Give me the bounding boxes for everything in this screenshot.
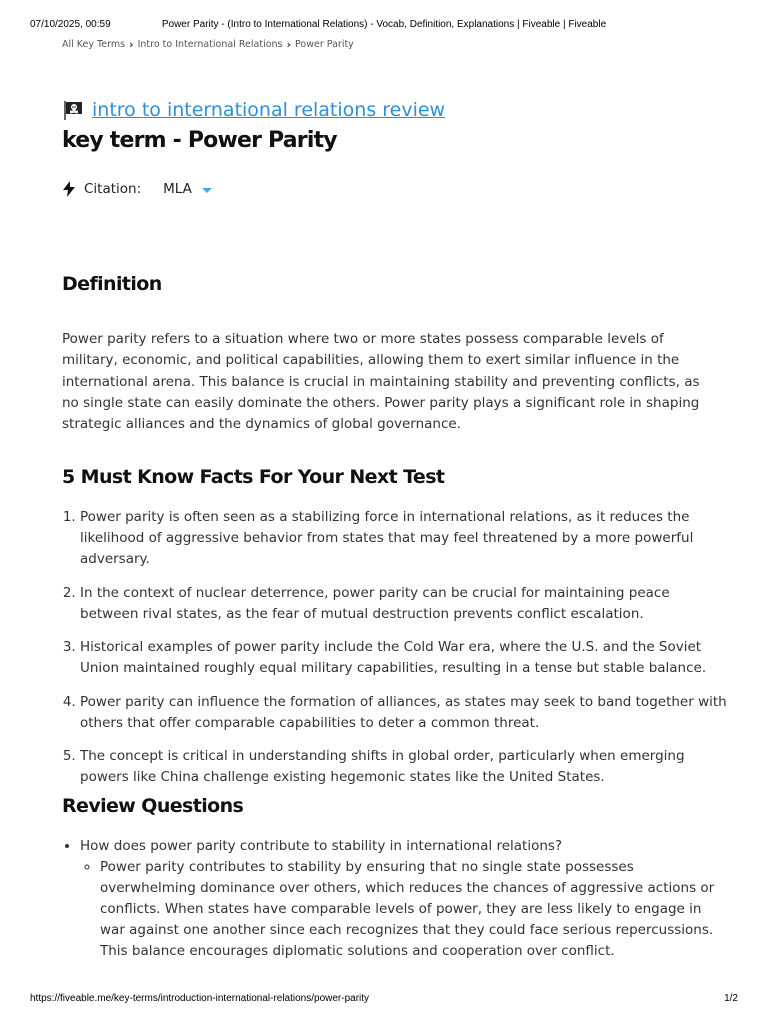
- breadcrumb-current[interactable]: Power Parity: [295, 39, 354, 50]
- answer-list: [80, 857, 728, 962]
- review-question: How does power parity contribute to stability in international relations?: [80, 838, 563, 854]
- breadcrumb-subject[interactable]: Intro to International Relations: [137, 39, 283, 50]
- breadcrumb: [62, 38, 354, 51]
- subject-review-link[interactable]: intro to international relations review: [92, 99, 446, 121]
- print-title: Power Parity - (Intro to International Relations) - Vocab, Definition, Explanations | Fiveable | Fiveable: [161, 19, 607, 30]
- print-date: 07/10/2025, 00:59: [30, 19, 111, 30]
- list-item: 2. In the context of nuclear deterrence, power parity can be crucial for maintaining peace between rival states, as the fear of mutual destruction prevents conflict escalation.: [80, 583, 728, 625]
- review-list: [62, 836, 728, 962]
- review-heading: Review Questions: [62, 795, 244, 817]
- chevron-right-icon: ›: [129, 38, 134, 51]
- print-footer: [30, 993, 738, 1007]
- list-item: 4. Power parity can influence the formation of alliances, as states may seek to band together with others that offer comparable capabilities to deter a common threat.: [80, 692, 728, 734]
- citation-selector: [62, 181, 710, 197]
- lightning-bolt-icon: [62, 181, 76, 197]
- print-header: [30, 19, 738, 33]
- breadcrumb-all-key-terms[interactable]: All Key Terms: [62, 39, 126, 50]
- subject-line: [62, 96, 710, 124]
- list-item: 3. Historical examples of power parity include the Cold War era, where the U.S. and the Soviet Union maintained roughly equal military capabilities, resulting in a tense but stable balance.: [80, 637, 728, 679]
- citation-style-value[interactable]: MLA: [163, 181, 192, 197]
- chevron-down-icon[interactable]: [202, 188, 212, 193]
- review-answer: ◦ Power parity contributes to stability by ensuring that no single state possesses overwhelming dominance over others, which reduces the chances of aggressive actions or conflicts. When states have comparable levels of power, they are less likely to engage in war against one another since each recognizes that they could face serious repercussions. This balance encourages diplomatic solutions and cooperation over conflict.: [100, 857, 728, 962]
- list-item: 5. The concept is critical in understanding shifts in global order, particularly when emerging powers like China challenge existing hegemonic states like the United States.: [80, 746, 728, 788]
- chevron-right-icon: ›: [286, 38, 292, 51]
- facts-list: [62, 507, 728, 801]
- pirate-flag-icon: [62, 99, 84, 121]
- list-item: 1. Power parity is often seen as a stabilizing force in international relations, as it reduces the likelihood of aggressive behavior from states that may feel threatened by a more powerful adversary.: [80, 507, 728, 570]
- page-number: 1/2: [724, 993, 738, 1004]
- citation-label: Citation:: [84, 181, 142, 197]
- page-title: key term - Power Parity: [62, 128, 337, 153]
- definition-body: Power parity refers to a situation where two or more states possess comparable levels of military, economic, and political capabilities, allowing them to exert similar influence in the international arena. This balance is crucial in maintaining stability and preventing conflicts, as no single state can easily dominate the others. Power parity plays a significant role in shaping strategic alliances and the dynamics of global governance.: [62, 331, 700, 433]
- definition-heading: Definition: [62, 273, 162, 295]
- review-question-item: [80, 836, 728, 962]
- facts-heading: 5 Must Know Facts For Your Next Test: [62, 466, 445, 488]
- print-url: https://fiveable.me/key-terms/introduction-international-relations/power-parity: [30, 993, 370, 1004]
